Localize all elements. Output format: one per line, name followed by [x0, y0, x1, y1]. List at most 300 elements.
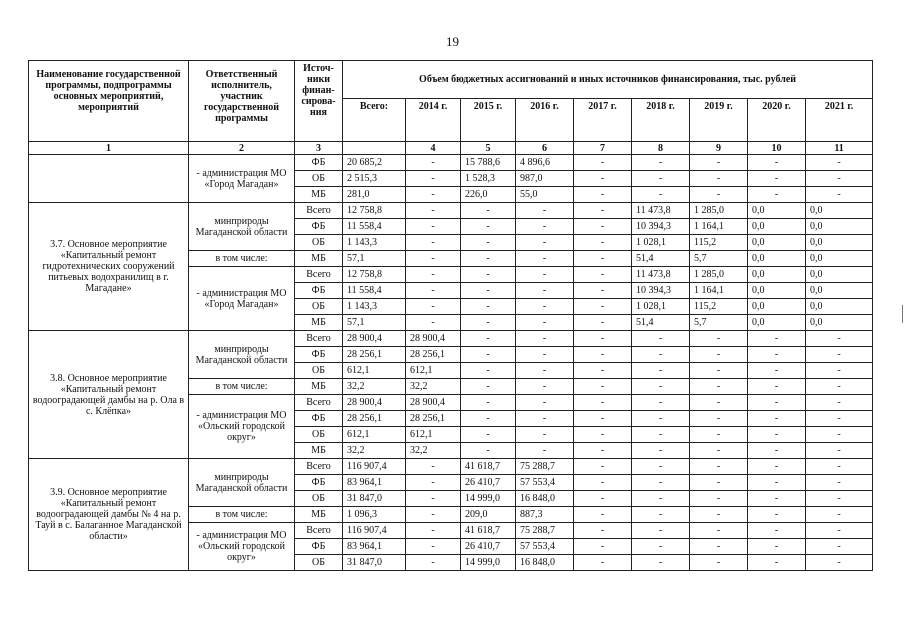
- amount-cell: -: [516, 363, 574, 379]
- amount-cell: 83 964,1: [343, 475, 406, 491]
- amount-cell: 887,3: [516, 507, 574, 523]
- amount-cell: -: [806, 523, 873, 539]
- amount-cell: -: [748, 523, 806, 539]
- amount-cell: 1 143,3: [343, 235, 406, 251]
- amount-cell: 15 788,6: [461, 155, 516, 171]
- amount-cell: -: [632, 395, 690, 411]
- amount-cell: 28 256,1: [406, 347, 461, 363]
- amount-cell: -: [690, 459, 748, 475]
- amount-cell: -: [806, 411, 873, 427]
- header-year-2: 2015 г.: [461, 98, 516, 141]
- header-year-5: 2018 г.: [632, 98, 690, 141]
- responsible-executor: в том числе:: [189, 251, 295, 267]
- amount-cell: 0,0: [748, 299, 806, 315]
- amount-cell: 10 394,3: [632, 219, 690, 235]
- amount-cell: 1 028,1: [632, 235, 690, 251]
- amount-cell: 0,0: [748, 251, 806, 267]
- column-number: [343, 142, 406, 155]
- amount-cell: 75 288,7: [516, 523, 574, 539]
- amount-cell: 14 999,0: [461, 491, 516, 507]
- amount-cell: 5,7: [690, 315, 748, 331]
- funding-source: ФБ: [295, 155, 343, 171]
- amount-cell: 57 553,4: [516, 475, 574, 491]
- funding-source: МБ: [295, 379, 343, 395]
- amount-cell: 116 907,4: [343, 523, 406, 539]
- amount-cell: -: [574, 475, 632, 491]
- financing-table: [28, 60, 873, 571]
- funding-source: ФБ: [295, 347, 343, 363]
- amount-cell: -: [690, 331, 748, 347]
- amount-cell: -: [748, 427, 806, 443]
- funding-source: ОБ: [295, 171, 343, 187]
- amount-cell: 11 473,8: [632, 203, 690, 219]
- amount-cell: -: [574, 267, 632, 283]
- amount-cell: -: [574, 235, 632, 251]
- amount-cell: -: [461, 315, 516, 331]
- amount-cell: -: [748, 443, 806, 459]
- amount-cell: -: [574, 219, 632, 235]
- amount-cell: -: [632, 491, 690, 507]
- column-number: 2: [189, 142, 295, 155]
- amount-cell: -: [806, 187, 873, 203]
- amount-cell: 0,0: [806, 299, 873, 315]
- amount-cell: -: [690, 155, 748, 171]
- funding-source: Всего: [295, 267, 343, 283]
- program-activity-name: 3.9. Основное мероприятие «Капитальный ремонт водооградающей дамбы № 4 на р. Тауй в с. Балаганное Магаданской области»: [29, 459, 189, 571]
- amount-cell: 83 964,1: [343, 539, 406, 555]
- table-row: [29, 203, 873, 219]
- header-source: Источ-ники финан-сирова-ния: [295, 61, 343, 142]
- page-number: 19: [446, 34, 459, 49]
- amount-cell: -: [516, 283, 574, 299]
- amount-cell: 1 143,3: [343, 299, 406, 315]
- amount-cell: -: [461, 443, 516, 459]
- amount-cell: -: [461, 235, 516, 251]
- funding-source: ФБ: [295, 475, 343, 491]
- amount-cell: -: [748, 395, 806, 411]
- amount-cell: -: [406, 251, 461, 267]
- amount-cell: 612,1: [406, 363, 461, 379]
- funding-source: МБ: [295, 251, 343, 267]
- amount-cell: -: [748, 539, 806, 555]
- amount-cell: 32,2: [343, 443, 406, 459]
- amount-cell: -: [690, 171, 748, 187]
- amount-cell: 41 618,7: [461, 523, 516, 539]
- amount-cell: -: [690, 187, 748, 203]
- funding-source: ФБ: [295, 283, 343, 299]
- amount-cell: -: [632, 347, 690, 363]
- header-executor: Ответственный исполнитель, участник государственной программы: [189, 61, 295, 142]
- header-year-6: 2019 г.: [690, 98, 748, 141]
- amount-cell: -: [632, 555, 690, 571]
- header-year-0: Всего:: [343, 98, 406, 141]
- amount-cell: 0,0: [748, 203, 806, 219]
- amount-cell: -: [461, 347, 516, 363]
- amount-cell: -: [516, 443, 574, 459]
- funding-source: ФБ: [295, 411, 343, 427]
- amount-cell: -: [806, 347, 873, 363]
- amount-cell: -: [461, 331, 516, 347]
- amount-cell: 51,4: [632, 251, 690, 267]
- amount-cell: -: [406, 267, 461, 283]
- responsible-executor: минприроды Магаданской области: [189, 331, 295, 379]
- amount-cell: -: [748, 379, 806, 395]
- amount-cell: 0,0: [748, 267, 806, 283]
- amount-cell: -: [632, 171, 690, 187]
- amount-cell: -: [806, 459, 873, 475]
- amount-cell: 57 553,4: [516, 539, 574, 555]
- amount-cell: 612,1: [343, 427, 406, 443]
- amount-cell: -: [574, 347, 632, 363]
- amount-cell: -: [406, 171, 461, 187]
- header-year-4: 2017 г.: [574, 98, 632, 141]
- responsible-executor: - администрация МО «Ольский городской округ»: [189, 395, 295, 459]
- amount-cell: 28 256,1: [343, 411, 406, 427]
- amount-cell: -: [632, 459, 690, 475]
- funding-source: МБ: [295, 187, 343, 203]
- amount-cell: 4 896,6: [516, 155, 574, 171]
- amount-cell: -: [574, 363, 632, 379]
- amount-cell: -: [574, 523, 632, 539]
- amount-cell: -: [574, 187, 632, 203]
- amount-cell: -: [632, 427, 690, 443]
- amount-cell: 0,0: [748, 315, 806, 331]
- amount-cell: -: [806, 427, 873, 443]
- amount-cell: -: [406, 491, 461, 507]
- amount-cell: 115,2: [690, 299, 748, 315]
- amount-cell: -: [574, 443, 632, 459]
- amount-cell: -: [516, 347, 574, 363]
- amount-cell: -: [632, 539, 690, 555]
- amount-cell: 11 558,4: [343, 219, 406, 235]
- amount-cell: -: [806, 475, 873, 491]
- amount-cell: -: [806, 443, 873, 459]
- amount-cell: 11 473,8: [632, 267, 690, 283]
- amount-cell: 0,0: [806, 251, 873, 267]
- header-program-name: Наименование государственной программы, подпрограммы основных мероприятий, мероприятий: [29, 61, 189, 142]
- amount-cell: -: [690, 363, 748, 379]
- amount-cell: -: [632, 475, 690, 491]
- amount-cell: 116 907,4: [343, 459, 406, 475]
- column-number: 8: [632, 142, 690, 155]
- amount-cell: 57,1: [343, 251, 406, 267]
- amount-cell: -: [748, 555, 806, 571]
- amount-cell: -: [574, 155, 632, 171]
- amount-cell: -: [690, 507, 748, 523]
- funding-source: МБ: [295, 315, 343, 331]
- amount-cell: -: [574, 299, 632, 315]
- amount-cell: -: [748, 187, 806, 203]
- amount-cell: 10 394,3: [632, 283, 690, 299]
- amount-cell: -: [516, 267, 574, 283]
- amount-cell: -: [690, 491, 748, 507]
- amount-cell: -: [461, 363, 516, 379]
- amount-cell: -: [574, 427, 632, 443]
- amount-cell: 0,0: [748, 219, 806, 235]
- amount-cell: -: [690, 523, 748, 539]
- amount-cell: -: [461, 251, 516, 267]
- amount-cell: 0,0: [748, 235, 806, 251]
- amount-cell: 115,2: [690, 235, 748, 251]
- header-year-7: 2020 г.: [748, 98, 806, 141]
- amount-cell: 209,0: [461, 507, 516, 523]
- amount-cell: 1 285,0: [690, 203, 748, 219]
- responsible-executor: - администрация МО «Город Магадан»: [189, 267, 295, 331]
- amount-cell: 16 848,0: [516, 555, 574, 571]
- amount-cell: -: [690, 475, 748, 491]
- column-number: 5: [461, 142, 516, 155]
- amount-cell: -: [748, 459, 806, 475]
- funding-source: ОБ: [295, 363, 343, 379]
- responsible-executor: - администрация МО «Ольский городской округ»: [189, 523, 295, 571]
- funding-source: Всего: [295, 459, 343, 475]
- amount-cell: 1 164,1: [690, 219, 748, 235]
- amount-cell: -: [406, 475, 461, 491]
- amount-cell: -: [516, 299, 574, 315]
- amount-cell: -: [574, 411, 632, 427]
- amount-cell: 612,1: [406, 427, 461, 443]
- amount-cell: -: [461, 395, 516, 411]
- amount-cell: -: [806, 363, 873, 379]
- amount-cell: -: [806, 171, 873, 187]
- amount-cell: -: [574, 315, 632, 331]
- amount-cell: -: [516, 315, 574, 331]
- amount-cell: -: [461, 299, 516, 315]
- funding-source: Всего: [295, 331, 343, 347]
- responsible-executor: в том числе:: [189, 507, 295, 523]
- column-number: 9: [690, 142, 748, 155]
- amount-cell: -: [516, 379, 574, 395]
- amount-cell: -: [461, 427, 516, 443]
- amount-cell: -: [632, 443, 690, 459]
- amount-cell: -: [632, 507, 690, 523]
- amount-cell: 75 288,7: [516, 459, 574, 475]
- amount-cell: -: [516, 219, 574, 235]
- amount-cell: 32,2: [406, 443, 461, 459]
- responsible-executor: минприроды Магаданской области: [189, 459, 295, 507]
- amount-cell: 28 900,4: [406, 331, 461, 347]
- column-number: 11: [806, 142, 873, 155]
- amount-cell: -: [516, 331, 574, 347]
- amount-cell: -: [574, 379, 632, 395]
- amount-cell: -: [406, 203, 461, 219]
- table-row: [29, 155, 873, 171]
- amount-cell: -: [406, 299, 461, 315]
- amount-cell: 28 256,1: [343, 347, 406, 363]
- column-number: 3: [295, 142, 343, 155]
- program-activity-name: 3.7. Основное мероприятие «Капитальный ремонт гидротехнических сооружений питьевых водохранилищ в г. Магадане»: [29, 203, 189, 331]
- amount-cell: -: [574, 251, 632, 267]
- amount-cell: 28 900,4: [343, 395, 406, 411]
- funding-source: ОБ: [295, 235, 343, 251]
- margin-mark: [902, 305, 903, 323]
- amount-cell: -: [516, 411, 574, 427]
- header-year-1: 2014 г.: [406, 98, 461, 141]
- responsible-executor: минприроды Магаданской области: [189, 203, 295, 251]
- amount-cell: 14 999,0: [461, 555, 516, 571]
- header-budget-volume: Объем бюджетных ассигнований и иных источников финансирования, тыс. рублей: [343, 61, 873, 99]
- amount-cell: -: [574, 539, 632, 555]
- amount-cell: -: [806, 379, 873, 395]
- amount-cell: -: [748, 171, 806, 187]
- amount-cell: 32,2: [406, 379, 461, 395]
- amount-cell: -: [690, 427, 748, 443]
- funding-source: ОБ: [295, 555, 343, 571]
- amount-cell: 28 256,1: [406, 411, 461, 427]
- funding-source: ОБ: [295, 427, 343, 443]
- amount-cell: -: [406, 555, 461, 571]
- header-year-3: 2016 г.: [516, 98, 574, 141]
- amount-cell: 55,0: [516, 187, 574, 203]
- amount-cell: 31 847,0: [343, 555, 406, 571]
- amount-cell: -: [690, 379, 748, 395]
- amount-cell: -: [806, 555, 873, 571]
- amount-cell: -: [406, 507, 461, 523]
- amount-cell: 612,1: [343, 363, 406, 379]
- amount-cell: -: [574, 507, 632, 523]
- amount-cell: 0,0: [806, 267, 873, 283]
- amount-cell: -: [806, 331, 873, 347]
- amount-cell: 226,0: [461, 187, 516, 203]
- amount-cell: -: [574, 491, 632, 507]
- amount-cell: -: [461, 203, 516, 219]
- amount-cell: 28 900,4: [343, 331, 406, 347]
- amount-cell: 281,0: [343, 187, 406, 203]
- amount-cell: -: [516, 427, 574, 443]
- amount-cell: -: [748, 331, 806, 347]
- amount-cell: -: [406, 459, 461, 475]
- amount-cell: 0,0: [748, 283, 806, 299]
- amount-cell: -: [406, 187, 461, 203]
- amount-cell: -: [632, 363, 690, 379]
- amount-cell: -: [690, 395, 748, 411]
- column-number: 10: [748, 142, 806, 155]
- amount-cell: -: [748, 475, 806, 491]
- program-activity-name: 3.8. Основное мероприятие «Капитальный ремонт водооградающей дамбы на р. Ола в с. Клёпка»: [29, 331, 189, 459]
- column-number: 1: [29, 142, 189, 155]
- amount-cell: -: [632, 331, 690, 347]
- amount-cell: -: [806, 155, 873, 171]
- amount-cell: 20 685,2: [343, 155, 406, 171]
- amount-cell: -: [632, 411, 690, 427]
- amount-cell: -: [748, 363, 806, 379]
- amount-cell: -: [806, 395, 873, 411]
- amount-cell: -: [574, 395, 632, 411]
- funding-source: ФБ: [295, 539, 343, 555]
- amount-cell: 12 758,8: [343, 267, 406, 283]
- amount-cell: -: [461, 219, 516, 235]
- amount-cell: 5,7: [690, 251, 748, 267]
- amount-cell: -: [406, 155, 461, 171]
- amount-cell: -: [748, 347, 806, 363]
- funding-source: МБ: [295, 507, 343, 523]
- amount-cell: -: [748, 507, 806, 523]
- amount-cell: 0,0: [806, 203, 873, 219]
- amount-cell: -: [461, 283, 516, 299]
- amount-cell: 0,0: [806, 235, 873, 251]
- amount-cell: -: [632, 155, 690, 171]
- amount-cell: 28 900,4: [406, 395, 461, 411]
- amount-cell: 12 758,8: [343, 203, 406, 219]
- amount-cell: -: [406, 283, 461, 299]
- funding-source: Всего: [295, 203, 343, 219]
- program-activity-name: [29, 155, 189, 203]
- amount-cell: -: [632, 187, 690, 203]
- amount-cell: -: [632, 523, 690, 539]
- amount-cell: 57,1: [343, 315, 406, 331]
- header-year-8: 2021 г.: [806, 98, 873, 141]
- amount-cell: 1 528,3: [461, 171, 516, 187]
- amount-cell: 26 410,7: [461, 475, 516, 491]
- column-number: 7: [574, 142, 632, 155]
- column-number: 4: [406, 142, 461, 155]
- amount-cell: -: [690, 443, 748, 459]
- amount-cell: 0,0: [806, 315, 873, 331]
- amount-cell: -: [574, 459, 632, 475]
- funding-source: ФБ: [295, 219, 343, 235]
- responsible-executor: в том числе:: [189, 379, 295, 395]
- amount-cell: 26 410,7: [461, 539, 516, 555]
- amount-cell: 11 558,4: [343, 283, 406, 299]
- amount-cell: -: [806, 491, 873, 507]
- amount-cell: -: [632, 379, 690, 395]
- amount-cell: -: [406, 539, 461, 555]
- funding-source: Всего: [295, 395, 343, 411]
- amount-cell: -: [516, 235, 574, 251]
- amount-cell: -: [461, 379, 516, 395]
- amount-cell: 0,0: [806, 219, 873, 235]
- column-number: 6: [516, 142, 574, 155]
- responsible-executor: - администрация МО «Город Магадан»: [189, 155, 295, 203]
- amount-cell: -: [574, 171, 632, 187]
- amount-cell: 1 164,1: [690, 283, 748, 299]
- amount-cell: -: [516, 203, 574, 219]
- amount-cell: -: [574, 283, 632, 299]
- amount-cell: -: [461, 411, 516, 427]
- amount-cell: 31 847,0: [343, 491, 406, 507]
- amount-cell: 16 848,0: [516, 491, 574, 507]
- amount-cell: -: [748, 411, 806, 427]
- amount-cell: 32,2: [343, 379, 406, 395]
- funding-source: МБ: [295, 443, 343, 459]
- amount-cell: -: [516, 251, 574, 267]
- amount-cell: -: [461, 267, 516, 283]
- amount-cell: -: [690, 555, 748, 571]
- amount-cell: -: [406, 219, 461, 235]
- amount-cell: -: [690, 411, 748, 427]
- table-row: [29, 459, 873, 475]
- amount-cell: -: [806, 507, 873, 523]
- amount-cell: 987,0: [516, 171, 574, 187]
- amount-cell: 1 285,0: [690, 267, 748, 283]
- funding-source: ОБ: [295, 491, 343, 507]
- amount-cell: 1 028,1: [632, 299, 690, 315]
- amount-cell: -: [406, 315, 461, 331]
- amount-cell: -: [806, 539, 873, 555]
- amount-cell: -: [574, 555, 632, 571]
- amount-cell: -: [690, 539, 748, 555]
- amount-cell: -: [748, 155, 806, 171]
- amount-cell: 0,0: [806, 283, 873, 299]
- amount-cell: -: [406, 523, 461, 539]
- amount-cell: -: [574, 331, 632, 347]
- funding-source: Всего: [295, 523, 343, 539]
- amount-cell: 41 618,7: [461, 459, 516, 475]
- amount-cell: 2 515,3: [343, 171, 406, 187]
- amount-cell: -: [574, 203, 632, 219]
- amount-cell: -: [748, 491, 806, 507]
- funding-source: ОБ: [295, 299, 343, 315]
